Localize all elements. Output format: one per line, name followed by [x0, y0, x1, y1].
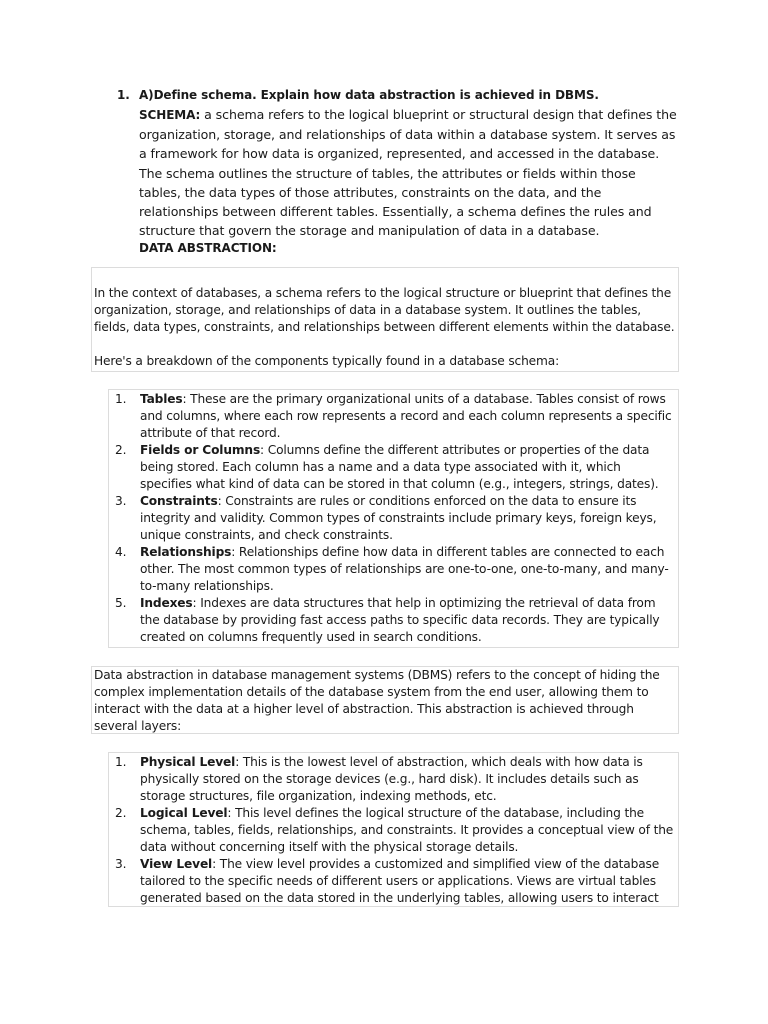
abstraction-intro-box: [91, 666, 679, 734]
list-item-number: 1.: [115, 392, 127, 406]
list-item-number: 1.: [115, 755, 127, 769]
list-item-term: Tables: [140, 392, 183, 406]
question-title: [117, 88, 599, 102]
list-item-number: 2.: [115, 443, 127, 457]
schema-definition: [139, 105, 679, 240]
list-item-number: 4.: [115, 545, 127, 559]
list-item: [109, 391, 674, 442]
question-text: A)Define schema. Explain how data abstraction is achieved in DBMS.: [139, 88, 599, 102]
list-item-term: Constraints: [140, 494, 218, 508]
list-item-term: Logical Level: [140, 806, 228, 820]
list-item: [109, 544, 674, 595]
schema-context-paragraph: In the context of databases, a schema refers to the logical structure or blueprint that defines the organization, storage, and relationships of data in a database system. It outlines the tables, fields, data types, constraints, and relationships between different elements within the database.: [94, 286, 675, 334]
schema-breakdown-intro: Here's a breakdown of the components typically found in a database schema:: [94, 354, 560, 368]
list-item-desc: : Relationships define how data in different tables are connected to each other. The most common types of relationships are one-to-one, one-to-many, and many-to-many relationships.: [140, 545, 669, 593]
list-item-number: 2.: [115, 806, 127, 820]
schema-text: a schema refers to the logical blueprint or structural design that defines the organization, storage, and relationships of data within a database system. It serves as a framework for how data is organized, represented, and accessed in the database. The schema outlines the structure of tables, the attributes or fields within those tables, the data types of those attributes, constraints on the data, and the relationships between different tables. Essentially, a schema defines the rules and structure that govern the storage and manipulation of data in a database.: [139, 107, 677, 239]
list-item-term: Physical Level: [140, 755, 236, 769]
list-item-term: Indexes: [140, 596, 193, 610]
list-item-desc: : Indexes are data structures that help in optimizing the retrieval of data from the database by providing fast access paths to specific data records. They are typically created on columns frequently used in search conditions.: [140, 596, 660, 644]
list-item: [109, 754, 674, 805]
abstraction-intro-paragraph: Data abstraction in database management systems (DBMS) refers to the concept of hiding the complex implementation details of the database system from the end user, allowing them to interact with the data at a higher level of abstraction. This abstraction is achieved through several layers:: [94, 668, 660, 733]
schema-label: SCHEMA:: [139, 108, 201, 122]
question-number: 1.: [117, 88, 130, 102]
schema-components-list: [108, 389, 679, 648]
list-item-term: Relationships: [140, 545, 232, 559]
list-item-desc: : This is the lowest level of abstraction, which deals with how data is physically stored on the storage devices (e.g., hard disk). It includes details such as storage structures, file organization, indexing methods, etc.: [140, 755, 643, 803]
list-item: [109, 442, 674, 493]
list-item: [109, 595, 674, 646]
list-item-term: View Level: [140, 857, 213, 871]
list-item-number: 3.: [115, 494, 127, 508]
list-item-number: 5.: [115, 596, 127, 610]
list-item-number: 3.: [115, 857, 127, 871]
list-item-desc: : The view level provides a customized and simplified view of the database tailored to the specific needs of different users or applications. Views are virtual tables generated based on the data stored in the underlying tables, allowing users to interact: [140, 857, 660, 905]
data-abstraction-heading: DATA ABSTRACTION:: [139, 241, 277, 255]
list-item-desc: : This level defines the logical structure of the database, including the schema, tables, fields, relationships, and constraints. It provides a conceptual view of the data without concerning itself with the physical storage details.: [140, 806, 674, 854]
schema-context-box: [91, 267, 679, 372]
list-item: [109, 805, 674, 856]
list-item-desc: : Constraints are rules or conditions enforced on the data to ensure its integrity and validity. Common types of constraints include primary keys, foreign keys, unique constraints, and check constraints.: [140, 494, 657, 542]
list-item: [109, 493, 674, 544]
list-item-term: Fields or Columns: [140, 443, 261, 457]
list-item-desc: : Columns define the different attributes or properties of the data being stored. Each column has a name and a data type associated with it, which specifies what kind of data can be stored in that column (e.g., integers, strings, dates).: [140, 443, 659, 491]
list-item: [109, 856, 674, 907]
list-item-desc: : These are the primary organizational units of a database. Tables consist of rows and columns, where each row represents a record and each column represents a specific attribute of that record.: [140, 392, 672, 440]
abstraction-levels-list: [108, 752, 679, 907]
